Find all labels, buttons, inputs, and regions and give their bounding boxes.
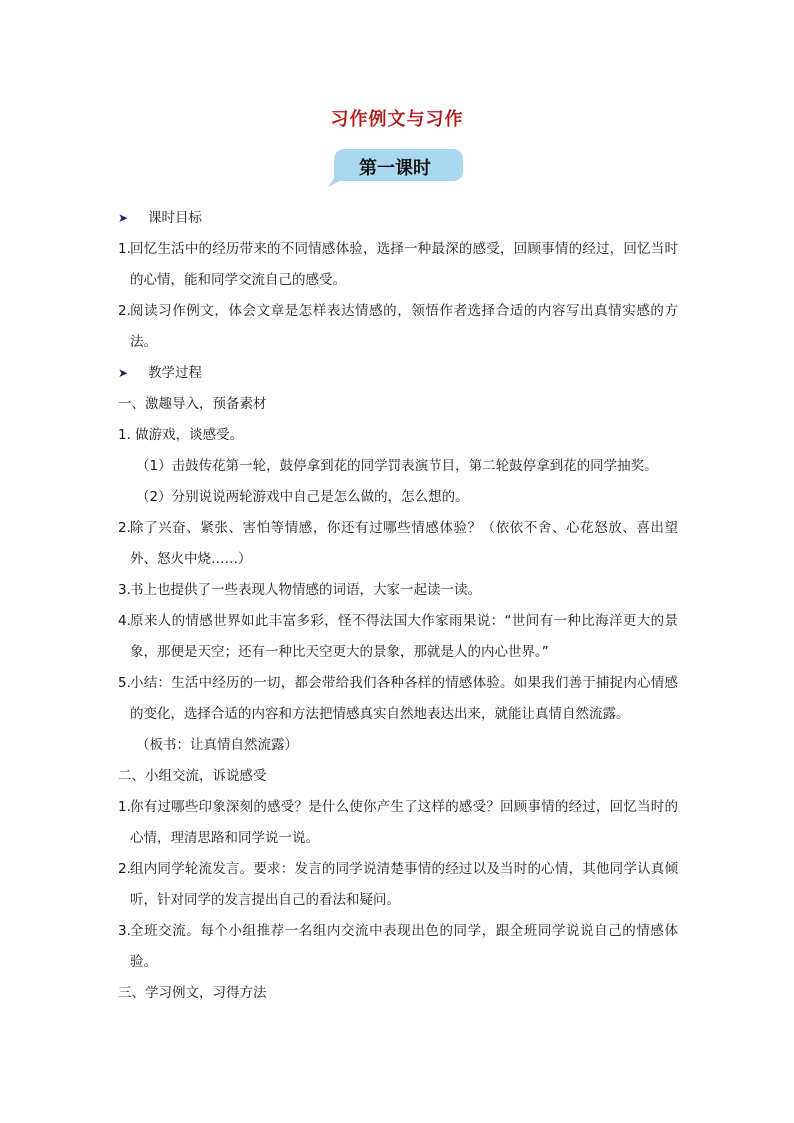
item-number: 2. bbox=[118, 520, 131, 536]
list-item: 1. 做游戏，谈感受。 bbox=[118, 427, 244, 443]
arrow-bullet-icon: ➤ bbox=[118, 366, 129, 380]
section-process-heading bbox=[118, 358, 678, 389]
item-text: 阅读习作例文，体会文章是怎样表达情感的，领悟作者选择合适的内容写出真情实感的方法。 bbox=[130, 303, 678, 350]
part-heading: 二、小组交流，诉说感受 bbox=[118, 768, 267, 784]
document-body bbox=[118, 203, 678, 1009]
part-heading: 一、激趣导入，预备素材 bbox=[118, 396, 267, 412]
item-number: 4. bbox=[118, 613, 131, 629]
item-number: 2. bbox=[118, 303, 131, 319]
item-number: 2. bbox=[118, 861, 131, 877]
list-item bbox=[118, 792, 678, 854]
section-label: 教学过程 bbox=[148, 365, 202, 381]
list-item bbox=[118, 916, 678, 978]
item-number: 1. bbox=[118, 241, 131, 257]
section-label: 课时目标 bbox=[148, 210, 202, 226]
item-number: 3. bbox=[118, 582, 131, 598]
list-item bbox=[118, 296, 678, 358]
item-number: 1. bbox=[118, 799, 131, 815]
list-item bbox=[118, 668, 678, 730]
item-text: 你有过哪些印象深刻的感受？是什么使你产生了这样的感受？回顾事情的经过，回忆当时的心情，理清思路和同学说一说。 bbox=[130, 799, 678, 846]
list-item bbox=[118, 606, 678, 668]
section-objectives-heading bbox=[118, 203, 678, 234]
lesson-badge bbox=[326, 148, 464, 188]
item-text: 原来人的情感世界如此丰富多彩，怪不得法国大作家雨果说：“世间有一种比海洋更大的景象，那便是天空；还有一种比天空更大的景象，那就是人的内心世界。” bbox=[130, 613, 678, 660]
board-note: （板书：让真情自然流露） bbox=[136, 737, 298, 753]
document-title: 习作例文与习作 bbox=[330, 109, 464, 130]
item-text: 书上也提供了一些表现人物情感的词语，大家一起读一读。 bbox=[130, 582, 481, 598]
list-item bbox=[118, 854, 678, 916]
part-heading: 三、学习例文，习得方法 bbox=[118, 985, 267, 1001]
list-item bbox=[118, 513, 678, 575]
sub-item: （2）分别说说两轮游戏中自己是怎么做的，怎么想的。 bbox=[136, 489, 469, 505]
item-text: 除了兴奋、紧张、害怕等情感，你还有过哪些情感体验？（依依不舍、心花怒放、喜出望外、怒火中烧……） bbox=[130, 520, 678, 567]
item-number: 5. bbox=[118, 675, 131, 691]
list-item bbox=[118, 234, 678, 296]
item-text: 组内同学轮流发言。要求：发言的同学说清楚事情的经过以及当时的心情，其他同学认真倾听，针对同学的发言提出自己的看法和疑问。 bbox=[130, 861, 678, 908]
item-text: 小结：生活中经历的一切，都会带给我们各种各样的情感体验。如果我们善于捕捉内心情感的变化，选择合适的内容和方法把情感真实自然地表达出来，就能让真情自然流露。 bbox=[130, 675, 678, 722]
item-number: 3. bbox=[118, 923, 131, 939]
arrow-bullet-icon: ➤ bbox=[118, 211, 129, 225]
lesson-badge-label: 第一课时 bbox=[359, 158, 431, 179]
sub-item: （1）击鼓传花第一轮，鼓停拿到花的同学罚表演节目，第二轮鼓停拿到花的同学抽奖。 bbox=[136, 458, 658, 474]
item-text: 回忆生活中的经历带来的不同情感体验，选择一种最深的感受，回顾事情的经过，回忆当时的心情，能和同学交流自己的感受。 bbox=[130, 241, 678, 288]
item-text: 全班交流。每个小组推荐一名组内交流中表现出色的同学，跟全班同学说说自己的情感体验。 bbox=[130, 923, 678, 970]
list-item bbox=[118, 575, 678, 606]
